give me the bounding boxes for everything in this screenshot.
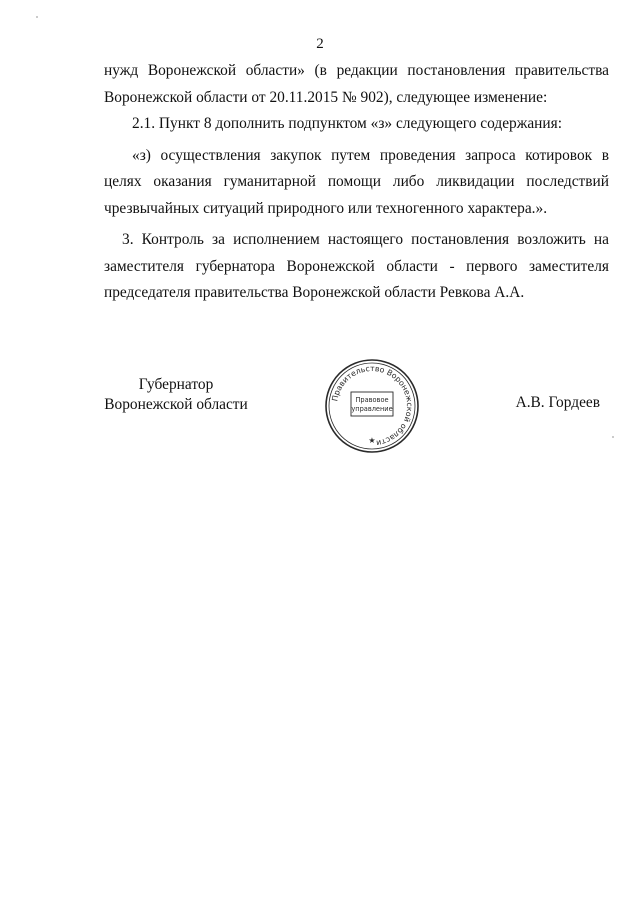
stamp-seal (322, 356, 422, 456)
stamp-center-line: Правовое (355, 396, 389, 404)
item-3-line: заместителя губернатора Воронежской области - первого заместителя (104, 257, 609, 275)
signatory-name: А.В. Гордеев (515, 394, 600, 411)
paragraph-line: нужд Воронежской области» (в редакции постановления правительства (104, 62, 609, 79)
document-body (104, 58, 609, 307)
quote-line: целях оказания гуманитарной помощи либо ликвидации последствий (104, 173, 609, 190)
stamp-ring-text: Правительство Воронежской области (330, 363, 415, 448)
signatory-title-line: Воронежской области (104, 396, 248, 413)
stamp-center-line: управление (351, 405, 393, 413)
page-number: 2 (316, 36, 324, 52)
item-3-line: председателя правительства Воронежской области Ревкова А.А. (104, 284, 525, 301)
paragraph-line: Воронежской области от 20.11.2015 № 902), следующее изменение: (104, 88, 548, 106)
item-3-line: 3. Контроль за исполнением настоящего постановления возложить на (122, 231, 609, 248)
quote-line: чрезвычайных ситуаций природного или техногенного характера.». (104, 199, 548, 217)
signatory-title (96, 375, 256, 415)
scan-artifact (612, 436, 614, 438)
item-2-1: 2.1. Пункт 8 дополнить подпунктом «з» следующего содержания: (132, 115, 563, 132)
quote-line: «з) осуществления закупок путем проведения запроса котировок в (132, 146, 609, 164)
signatory-title-line: Губернатор (138, 376, 214, 393)
star-icon: ★ (368, 436, 376, 445)
scan-artifact (36, 16, 38, 18)
